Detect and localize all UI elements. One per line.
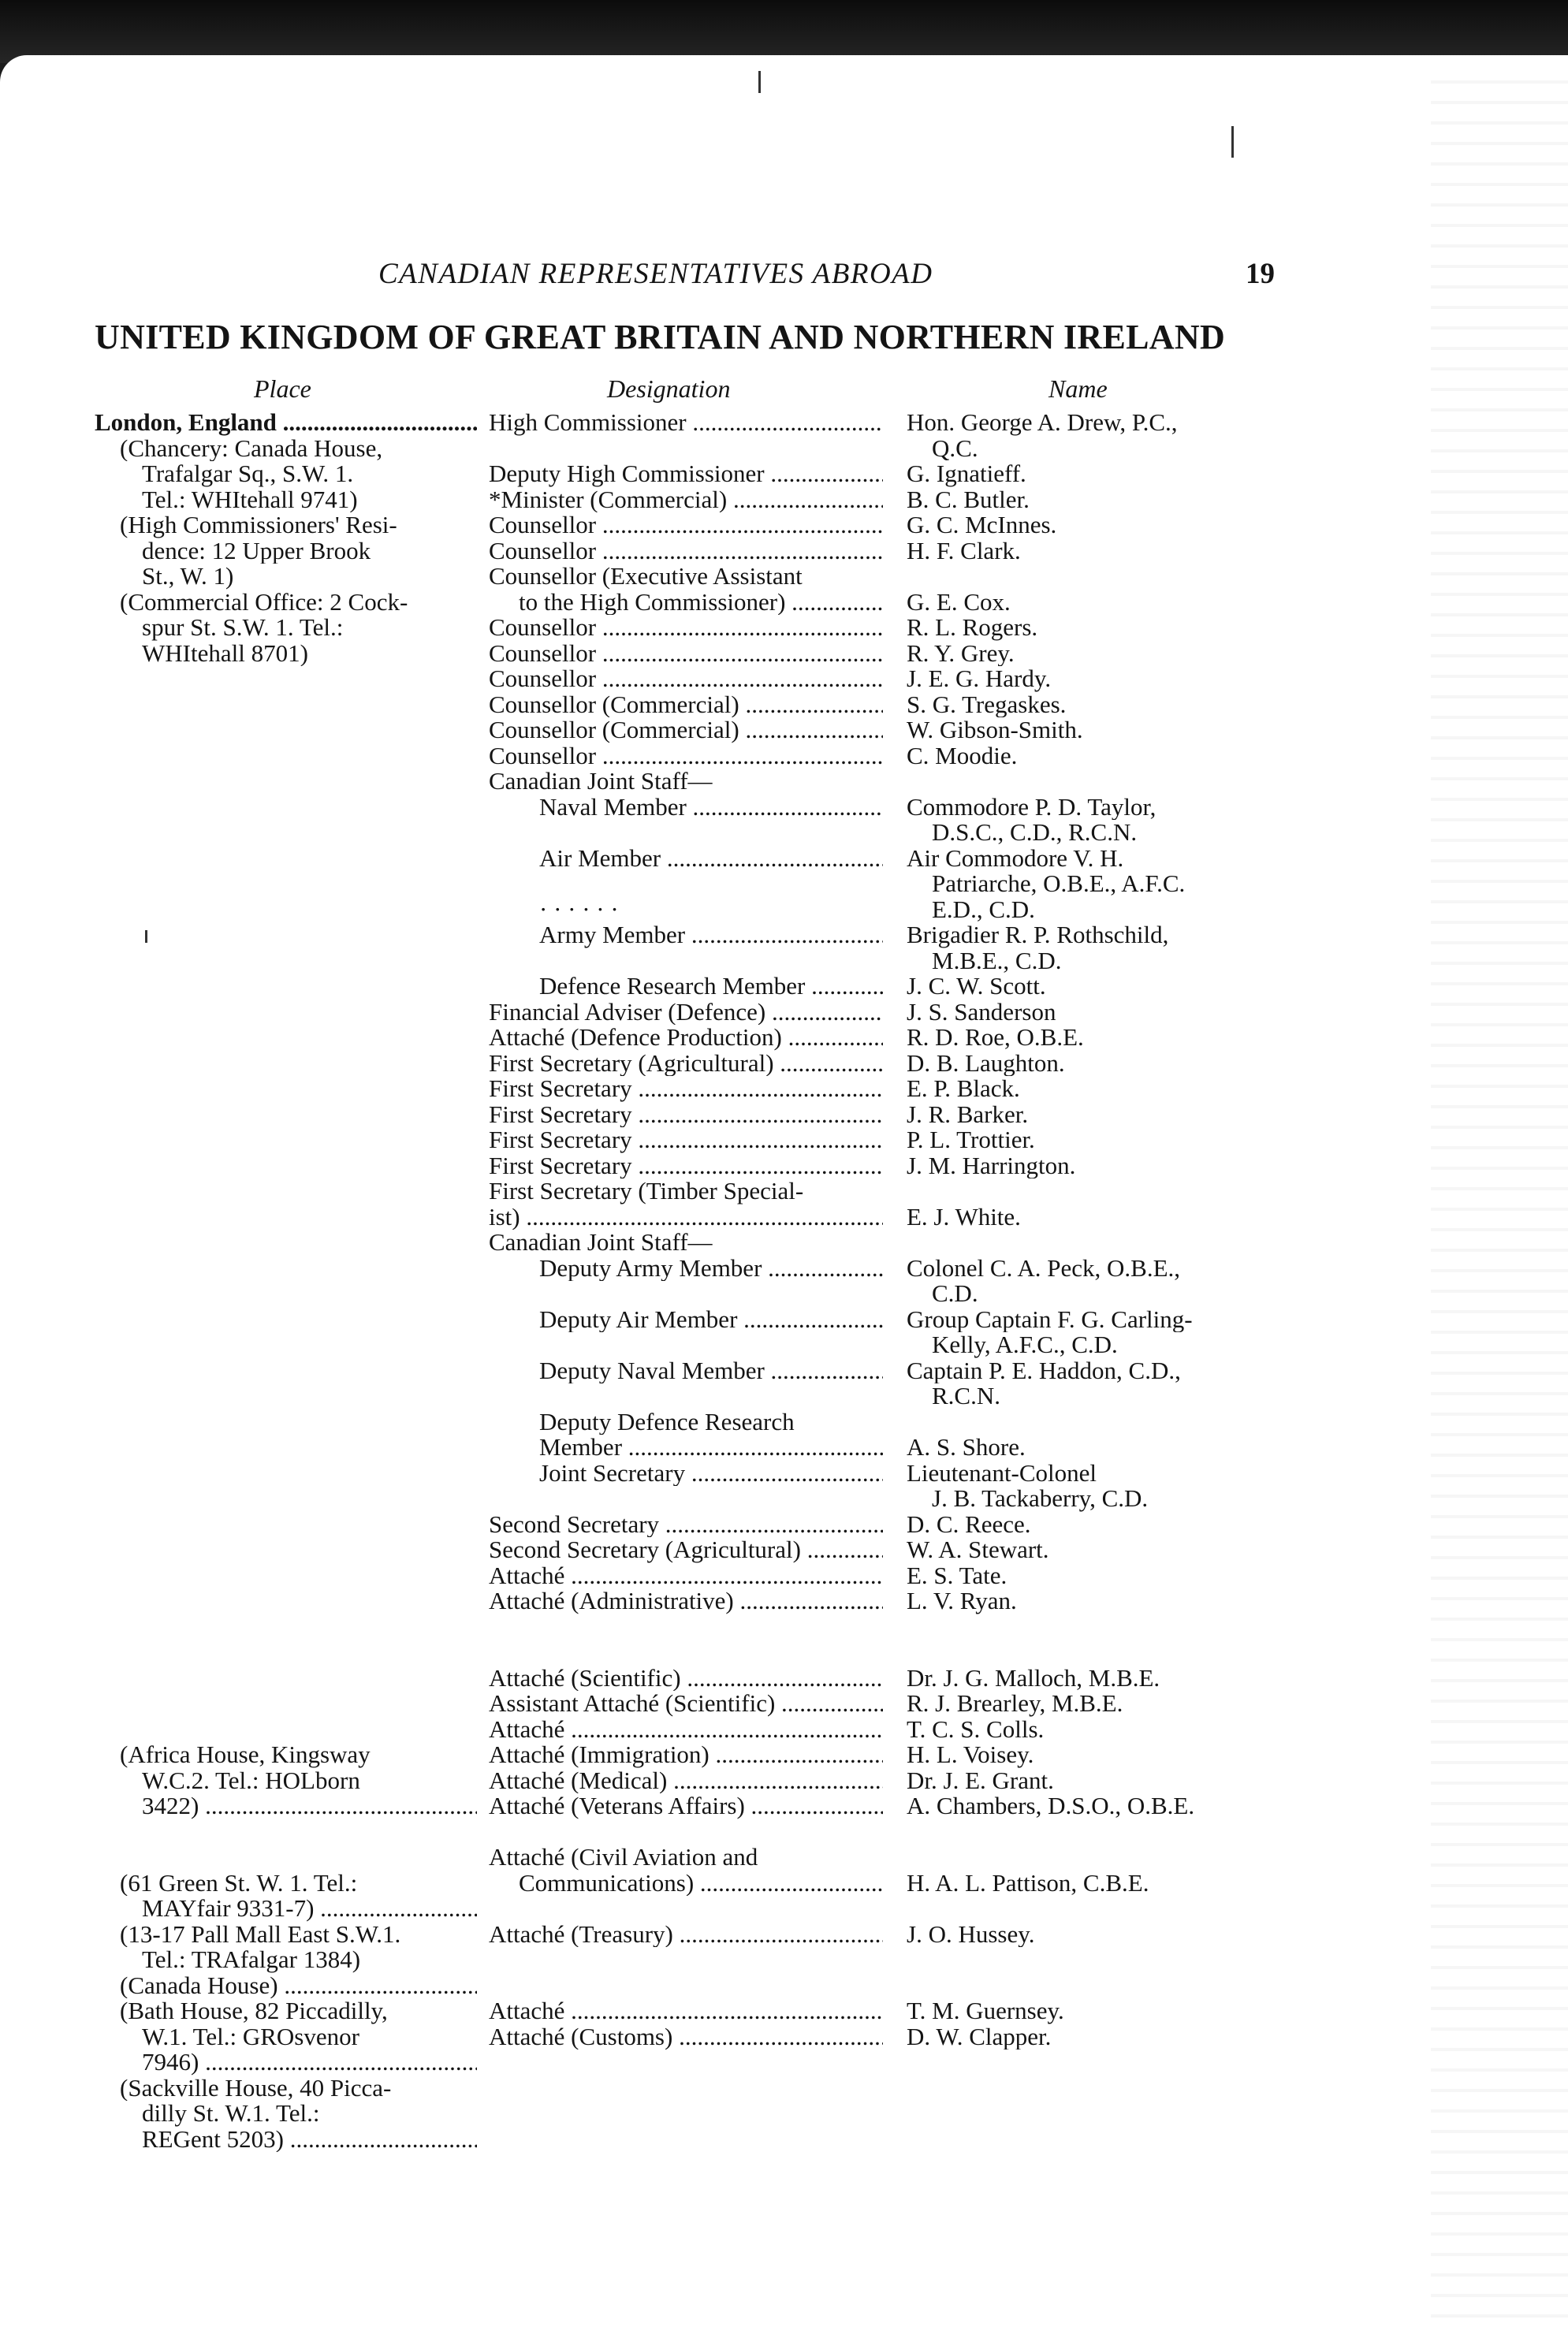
name-line: T. C. S. Colls.	[907, 1716, 1045, 1742]
place-line: (High Commissioners' Resi-	[120, 512, 397, 538]
designation-line: Attaché .....	[489, 1998, 883, 2024]
designation-line	[489, 1896, 883, 1922]
designation-line: Counsellor .....	[489, 538, 883, 564]
name-line	[907, 1409, 1301, 1435]
name-line: D. C. Reece.	[907, 1511, 1031, 1537]
running-head: CANADIAN REPRESENTATIVES ABROAD	[378, 258, 933, 290]
place-line	[95, 1153, 477, 1179]
designation-line: Deputy Army Member .....	[489, 1256, 883, 1282]
name-line: D.S.C., C.D., R.C.N.	[932, 820, 1138, 846]
name-line: R. Y. Grey.	[907, 640, 1015, 666]
designation-line: ist) .....	[489, 1204, 883, 1231]
designation-line: to the High Commissioner) .....	[489, 590, 883, 616]
name-line: Air Commodore V. H.	[907, 845, 1124, 871]
place-line: WHItehall 8701)	[142, 640, 308, 666]
designation-line: First Secretary .....	[489, 1076, 883, 1102]
name-line: Patriarche, O.B.E., A.F.C.	[932, 871, 1186, 897]
name-line: G. Ignatieff.	[907, 461, 1026, 487]
name-line: H. A. L. Pattison, C.B.E.	[907, 1870, 1149, 1896]
designation-line: Canadian Joint Staff—	[489, 1230, 713, 1256]
designation-line: Attaché (Veterans Affairs) .....	[489, 1793, 883, 1819]
place-line: dence: 12 Upper Brook	[142, 538, 371, 564]
designation-line: Counsellor .....	[489, 615, 883, 641]
place-line	[95, 1614, 477, 1640]
place-line	[95, 743, 477, 769]
place-line	[95, 1486, 477, 1512]
name-line: D. W. Clapper.	[907, 2024, 1052, 2050]
designation-line	[489, 1819, 883, 1845]
place-line: 3422) .....	[95, 1793, 477, 1819]
place-line: 7946) .....	[95, 2050, 477, 2076]
designation-line	[489, 1973, 883, 1999]
column-header-designation: Designation	[607, 374, 731, 403]
name-line: J. S. Sanderson	[907, 999, 1056, 1025]
place-line	[95, 871, 477, 897]
name-line: J. M. Harrington.	[907, 1152, 1076, 1178]
designation-line: First Secretary (Agricultural) .....	[489, 1051, 883, 1077]
designation-line: · · · · · ·	[539, 896, 619, 922]
name-line: Lieutenant-Colonel	[907, 1460, 1097, 1486]
name-line: L. V. Ryan.	[907, 1588, 1017, 1614]
place-line	[95, 795, 477, 821]
name-line: J. O. Hussey.	[907, 1921, 1035, 1947]
name-line: Captain P. E. Haddon, C.D.,	[907, 1357, 1181, 1383]
designation-line: Attaché (Medical) .....	[489, 1768, 883, 1794]
scan-mark	[145, 930, 147, 943]
designation-line: Communications) .....	[489, 1871, 883, 1897]
scan-mark	[758, 71, 761, 93]
place-line: (Africa House, Kingsway	[120, 1742, 371, 1768]
designation-line	[489, 1383, 883, 1409]
designation-line: *Minister (Commercial) .....	[489, 487, 883, 513]
page-title: UNITED KINGDOM OF GREAT BRITAIN AND NORTHERN IRELAND	[95, 318, 1226, 356]
place-line	[95, 897, 477, 923]
designation-line	[489, 1614, 883, 1640]
name-line: C.D.	[932, 1281, 978, 1307]
name-line: B. C. Butler.	[907, 486, 1030, 512]
place-line: W.1. Tel.: GROsvenor	[142, 2024, 359, 2050]
designation-line: Attaché (Administrative) .....	[489, 1588, 883, 1614]
designation-line	[489, 871, 883, 897]
place-line: Tel.: TRAfalgar 1384)	[142, 1947, 361, 1973]
designation-line: Attaché (Immigration) .....	[489, 1742, 883, 1768]
designation-line: Deputy Air Member .....	[489, 1307, 883, 1333]
place-line: Trafalgar Sq., S.W. 1.	[142, 461, 354, 487]
name-line: Hon. George A. Drew, P.C.,	[907, 410, 1178, 436]
designation-line: Member .....	[489, 1435, 883, 1461]
place-line: St., W. 1)	[142, 564, 234, 590]
scan-mark	[1231, 126, 1234, 158]
designation-line: First Secretary .....	[489, 1102, 883, 1128]
place-line	[95, 1383, 477, 1409]
place-line	[95, 1025, 477, 1051]
place-line	[95, 1563, 477, 1589]
name-line: E. S. Tate.	[907, 1562, 1007, 1588]
designation-line: Army Member .....	[489, 922, 883, 948]
name-line: Dr. J. E. Grant.	[907, 1767, 1054, 1793]
name-line	[907, 1896, 1301, 1922]
name-line: C. Moodie.	[907, 743, 1018, 769]
place-line	[95, 846, 477, 872]
designation-line	[489, 436, 883, 462]
designation-line	[489, 1486, 883, 1512]
name-line: Group Captain F. G. Carling-	[907, 1306, 1193, 1332]
place-line	[95, 1845, 477, 1871]
name-line	[907, 1973, 1301, 1999]
place-line	[95, 1281, 477, 1307]
name-line: J. R. Barker.	[907, 1101, 1029, 1127]
designation-column	[489, 410, 883, 2050]
designation-line	[489, 948, 883, 974]
designation-line: Attaché (Customs) .....	[489, 2024, 883, 2050]
place-line	[95, 1819, 477, 1845]
designation-line: First Secretary .....	[489, 1127, 883, 1153]
name-line: H. F. Clark.	[907, 538, 1021, 564]
designation-line: Second Secretary (Agricultural) .....	[489, 1537, 883, 1563]
designation-line: Air Member .....	[489, 846, 883, 872]
place-line: MAYfair 9331-7) .....	[95, 1896, 477, 1922]
name-line: R.C.N.	[932, 1383, 1000, 1409]
designation-line: Counsellor (Commercial) .....	[489, 692, 883, 718]
place-line: spur St. S.W. 1. Tel.:	[142, 615, 344, 641]
place-line	[95, 1409, 477, 1435]
designation-line	[489, 1281, 883, 1307]
place-line	[95, 1666, 477, 1692]
name-line	[907, 769, 1301, 795]
name-line: Dr. J. G. Malloch, M.B.E.	[907, 1665, 1160, 1691]
name-line: Commodore P. D. Taylor,	[907, 794, 1156, 820]
name-line: R. J. Brearley, M.B.E.	[907, 1691, 1123, 1717]
name-line: J. B. Tackaberry, C.D.	[932, 1486, 1149, 1512]
name-line: W. Gibson-Smith.	[907, 717, 1083, 743]
designation-line	[489, 1947, 883, 1973]
name-line: D. B. Laughton.	[907, 1050, 1065, 1076]
place-line: (Chancery: Canada House,	[120, 435, 383, 461]
place-line	[95, 1588, 477, 1614]
place-line	[95, 1461, 477, 1487]
place-line	[95, 1102, 477, 1128]
place-column	[95, 410, 477, 2178]
name-column	[907, 410, 1301, 2050]
name-line: G. C. McInnes.	[907, 512, 1057, 538]
name-line: A. Chambers, D.S.O., O.B.E.	[907, 1793, 1195, 1819]
place-line: (Canada House) .....	[95, 1973, 477, 1999]
designation-line	[489, 1640, 883, 1666]
designation-line: Second Secretary .....	[489, 1512, 883, 1538]
name-line: J. E. G. Hardy.	[907, 666, 1052, 692]
column-header-place: Place	[254, 374, 311, 403]
name-line: S. G. Tregaskes.	[907, 691, 1067, 717]
place-line	[95, 666, 477, 692]
designation-line: Counsellor .....	[489, 666, 883, 692]
name-line	[907, 1230, 1301, 1256]
designation-line: Defence Research Member .....	[489, 974, 883, 1000]
name-line: P. L. Trottier.	[907, 1127, 1035, 1153]
place-line: (Bath House, 82 Piccadilly,	[120, 1998, 388, 2024]
designation-line: Joint Secretary .....	[489, 1461, 883, 1487]
name-line: G. E. Cox.	[907, 589, 1011, 615]
designation-line	[489, 820, 883, 846]
name-line: Q.C.	[932, 435, 978, 461]
page-number: 19	[1246, 258, 1275, 290]
name-line: Kelly, A.F.C., C.D.	[932, 1332, 1118, 1358]
place-line: W.C.2. Tel.: HOLborn	[142, 1767, 360, 1793]
place-line	[95, 717, 477, 743]
designation-line: Attaché .....	[489, 1717, 883, 1743]
name-line	[907, 1819, 1301, 1845]
place-line: dilly St. W.1. Tel.:	[142, 2101, 320, 2127]
designation-line: Financial Adviser (Defence) .....	[489, 1000, 883, 1026]
name-line: R. D. Roe, O.B.E.	[907, 1025, 1084, 1051]
place-line	[95, 1051, 477, 1077]
place-line	[95, 922, 477, 948]
name-line	[907, 1614, 1301, 1640]
place-line	[95, 1537, 477, 1563]
name-line: A. S. Shore.	[907, 1435, 1026, 1461]
place-line	[95, 2152, 477, 2178]
place-line	[95, 1000, 477, 1026]
designation-line: Deputy Naval Member .....	[489, 1358, 883, 1384]
designation-line: Counsellor (Executive Assistant	[489, 564, 803, 590]
designation-line: High Commissioner .....	[489, 410, 883, 436]
place-line	[95, 1512, 477, 1538]
place-line	[95, 1358, 477, 1384]
place-line	[95, 692, 477, 718]
column-header-name: Name	[1048, 374, 1108, 403]
place-line	[95, 1332, 477, 1358]
name-line	[907, 1947, 1301, 1973]
place-line	[95, 769, 477, 795]
place-line: (Sackville House, 40 Picca-	[120, 2075, 392, 2101]
designation-line: Deputy High Commissioner .....	[489, 461, 883, 487]
place-line	[95, 1691, 477, 1717]
place-line: Tel.: WHItehall 9741)	[142, 486, 358, 512]
designation-line: Canadian Joint Staff—	[489, 769, 713, 795]
designation-line: Counsellor (Commercial) .....	[489, 717, 883, 743]
place-line	[95, 1076, 477, 1102]
name-line	[907, 1640, 1301, 1666]
place-line	[95, 1435, 477, 1461]
place-line	[95, 948, 477, 974]
designation-line: Attaché (Scientific) .....	[489, 1666, 883, 1692]
designation-line: Naval Member .....	[489, 795, 883, 821]
designation-line: Attaché .....	[489, 1563, 883, 1589]
designation-line: Attaché (Civil Aviation and	[489, 1845, 758, 1871]
designation-line: Assistant Attaché (Scientific) .....	[489, 1691, 883, 1717]
designation-line: Counsellor .....	[489, 641, 883, 667]
designation-line: Counsellor .....	[489, 743, 883, 769]
place-line: REGent 5203) .....	[95, 2127, 477, 2153]
designation-line: First Secretary (Timber Special-	[489, 1178, 804, 1204]
place-line: (61 Green St. W. 1. Tel.:	[120, 1870, 358, 1896]
place-line	[95, 1230, 477, 1256]
place-line	[95, 1717, 477, 1743]
name-line: M.B.E., C.D.	[932, 948, 1062, 974]
place-line	[95, 1640, 477, 1666]
name-line: E.D., C.D.	[932, 896, 1035, 922]
designation-line: First Secretary .....	[489, 1153, 883, 1179]
place-line	[95, 1178, 477, 1204]
place-line	[95, 1204, 477, 1231]
name-line: J. C. W. Scott.	[907, 974, 1046, 1000]
place-line: London, England .....	[95, 410, 477, 436]
name-line: H. L. Voisey.	[907, 1742, 1034, 1768]
name-line	[907, 1845, 1301, 1871]
place-line	[95, 820, 477, 846]
designation-line: Attaché (Defence Production) .....	[489, 1025, 883, 1051]
name-line: E. J. White.	[907, 1204, 1021, 1230]
name-line	[907, 564, 1301, 590]
name-line: R. L. Rogers.	[907, 615, 1038, 641]
designation-line: Deputy Defence Research	[539, 1409, 795, 1435]
designation-line	[489, 1332, 883, 1358]
place-line	[95, 1307, 477, 1333]
name-line: Colonel C. A. Peck, O.B.E.,	[907, 1255, 1181, 1281]
name-line: T. M. Guernsey.	[907, 1998, 1064, 2024]
designation-line: Attaché (Treasury) .....	[489, 1922, 883, 1948]
place-line	[95, 1256, 477, 1282]
name-line	[907, 1178, 1301, 1204]
place-line	[95, 974, 477, 1000]
place-line: (Commercial Office: 2 Cock-	[120, 589, 408, 615]
name-line: Brigadier R. P. Rothschild,	[907, 922, 1169, 948]
place-line: (13-17 Pall Mall East S.W.1.	[120, 1921, 401, 1947]
place-line	[95, 1127, 477, 1153]
name-line: E. P. Black.	[907, 1076, 1020, 1102]
designation-line: Counsellor .....	[489, 512, 883, 538]
name-line: W. A. Stewart.	[907, 1537, 1049, 1563]
